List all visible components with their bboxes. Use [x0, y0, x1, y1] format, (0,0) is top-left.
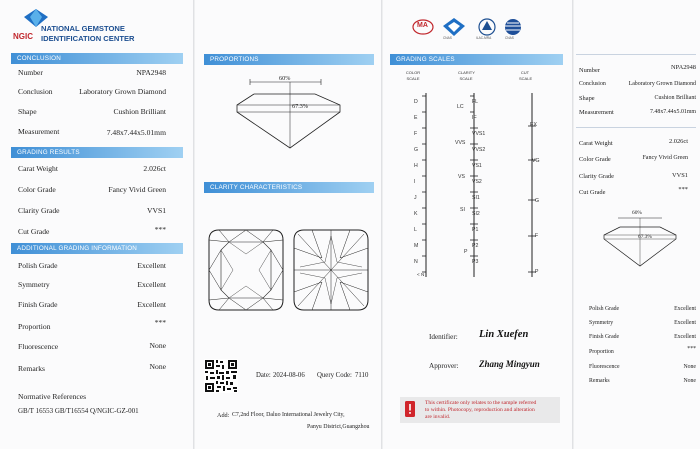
approver-signature: Zhang Mingyun: [479, 359, 540, 369]
value-polish: Excellent: [137, 261, 166, 270]
card-label-fluorescence: Fluorescence: [589, 364, 620, 370]
label-color: Color Grade: [18, 185, 56, 194]
logo-text: NGIC: [13, 32, 33, 41]
card-label-conclusion: Conclusion: [579, 81, 606, 87]
card-label-symmetry: Symmetry: [589, 320, 614, 326]
clarity-grade-p1: P1: [472, 227, 479, 233]
card-value-symmetry: Excellent: [674, 320, 696, 326]
panel-summary: [0, 0, 193, 449]
clarity-grade-si2: SI2: [472, 211, 480, 217]
color-grade-e: E: [414, 115, 418, 121]
value-shape: Cushion Brilliant: [113, 107, 166, 116]
color-grade-below-n: < N: [417, 272, 425, 277]
card-value-color: Fancy Vivid Green: [642, 155, 688, 161]
color-scale-title: COLOR SCALE: [405, 70, 421, 81]
card-value-fluorescence: None: [683, 364, 696, 370]
card-value-remarks: None: [683, 378, 696, 384]
proportions-diagram: [195, 0, 381, 180]
color-grade-d: D: [414, 99, 418, 105]
label-polish: Polish Grade: [18, 261, 58, 270]
proportion-table-pct: 60%: [279, 75, 291, 82]
proportions-header: PROPORTIONS: [204, 54, 374, 65]
panel-card-copy: [574, 0, 700, 449]
value-color: Fancy Vivid Green: [108, 185, 166, 194]
cut-grade-ex: EX: [530, 122, 537, 128]
ilac-mark-caption: ILAC-MRA: [476, 36, 492, 40]
grading-results-header: GRADING RESULTS: [11, 147, 183, 158]
card-label-remarks: Remarks: [589, 378, 610, 384]
brand-name-line1: NATIONAL GEMSTONE: [41, 24, 125, 33]
panel-diagrams: [195, 0, 381, 449]
clarity-grade-vs1: VS1: [472, 163, 482, 169]
query-code-value: 7110: [355, 372, 369, 379]
qr-code: [204, 359, 238, 393]
color-grade-m: M: [414, 243, 419, 249]
label-conclusion: Conclusion: [18, 87, 53, 96]
notice-line2: to within. Photocopy, reproduction and alteration: [425, 407, 535, 413]
clarity-plot-crown-view: [207, 228, 285, 312]
value-measurement: 7.48x7.44x5.01mm: [106, 128, 166, 137]
color-grade-g: G: [414, 147, 419, 153]
card-depth-pct: 67.3%: [638, 234, 652, 240]
card-value-shape: Cushion Brilliant: [654, 95, 696, 101]
label-number: Number: [18, 68, 43, 77]
cma-mark-text: MA: [417, 22, 428, 29]
proportion-depth-pct: 67.3%: [292, 103, 308, 110]
clarity-grade-vs2: VS2: [472, 179, 482, 185]
cut-scale-title: CUT SCALE: [519, 70, 533, 81]
card-label-finish: Finish Grade: [589, 334, 620, 340]
label-remarks: Remarks: [18, 364, 45, 373]
card-label-polish: Polish Grade: [589, 306, 620, 312]
notice-line3: are invalid.: [425, 414, 451, 420]
card-value-number: NPA2948: [671, 64, 696, 71]
label-fluorescence: Fluorescence: [18, 342, 59, 351]
clarity-group-vvs: VVS: [455, 140, 466, 146]
panel-grading-scales: [383, 0, 572, 449]
address-line1: C7,2nd Floor, Daluo International Jewelry City,: [232, 412, 345, 418]
card-label-proportion: Proportion: [589, 349, 614, 355]
card-value-polish: Excellent: [674, 306, 696, 312]
value-clarity: VVS1: [147, 206, 166, 215]
card-label-color: Color Grade: [579, 156, 611, 163]
approver-label: Approver:: [429, 362, 459, 370]
clarity-grade-if: IF: [472, 115, 477, 121]
clarity-grade-vvs2: VVS2: [472, 147, 486, 153]
card-label-number: Number: [579, 67, 600, 74]
identifier-label: Identifier:: [429, 333, 458, 341]
clarity-grade-si1: SI1: [472, 195, 480, 201]
cut-grade-f: F: [535, 233, 539, 239]
additional-info-header: ADDITIONAL GRADING INFORMATION: [11, 243, 183, 254]
notice-warning-icon: [405, 401, 415, 417]
card-value-conclusion: Laboratory Grown Diamond: [628, 81, 696, 87]
card-label-shape: Shape: [579, 95, 595, 102]
card-table-pct: 60%: [632, 210, 642, 216]
color-grade-i: I: [414, 179, 416, 185]
cnas-globe-mark-caption: CNAS: [505, 36, 514, 40]
card-value-finish: Excellent: [674, 334, 696, 340]
label-symmetry: Symmetry: [18, 280, 50, 289]
color-grade-n: N: [414, 259, 418, 265]
cnas-mark-caption: CNAS: [443, 36, 452, 40]
card-value-cut: ***: [678, 186, 688, 193]
clarity-grade-p2: P2: [472, 243, 479, 249]
clarity-grade-p3: P3: [472, 259, 479, 265]
normative-title: Normative References: [18, 392, 87, 401]
color-grade-l: L: [414, 227, 417, 233]
card-label-cut: Cut Grade: [579, 189, 606, 196]
normative-refs: GB/T 16553 GB/T16554 Q/NGIC-GZ-001: [18, 407, 139, 415]
label-clarity: Clarity Grade: [18, 206, 60, 215]
color-grade-k: K: [414, 211, 418, 217]
value-proportion: ***: [154, 318, 166, 327]
color-grade-j: J: [414, 195, 417, 201]
clarity-characteristics-header: CLARITY CHARACTERISTICS: [204, 182, 374, 193]
value-fluorescence: None: [149, 341, 166, 350]
notice-line1: This certificate only relates to the sample referred: [425, 400, 537, 406]
value-remarks: None: [149, 362, 166, 371]
cut-grade-vg: VG: [532, 158, 540, 164]
value-conclusion: Laboratory Grown Diamond: [79, 87, 166, 96]
conclusion-header: CONCLUSION: [11, 53, 183, 64]
card-value-measurement: 7.48x7.44x5.01mm: [650, 109, 696, 115]
card-proportions-diagram: [574, 0, 700, 300]
clarity-grade-fl: FL: [472, 99, 479, 105]
label-shape: Shape: [18, 107, 37, 116]
clarity-scale-title: CLARITY SCALE: [458, 70, 475, 81]
card-label-measurement: Measurement: [579, 109, 614, 116]
address-line2: Panyu District,Guangzhou: [307, 424, 370, 430]
value-carat: 2.026ct: [143, 164, 166, 173]
label-measurement: Measurement: [18, 127, 60, 136]
brand-name-line2: IDENTIFICATION CENTER: [41, 34, 135, 43]
color-grade-f: F: [414, 131, 418, 137]
grading-scales-header: GRADING SCALES: [390, 54, 563, 65]
cut-grade-p: P: [535, 269, 539, 275]
label-finish: Finish Grade: [18, 300, 58, 309]
date-label: Date:: [256, 372, 271, 379]
date-value: 2024-08-06: [273, 372, 305, 379]
clarity-group-lc: LC: [457, 104, 464, 110]
value-finish: Excellent: [137, 300, 166, 309]
value-number: NPA2948: [136, 68, 166, 77]
color-grade-h: H: [414, 163, 418, 169]
card-value-carat: 2.026ct: [669, 138, 688, 145]
card-label-carat: Carat Weight: [579, 140, 613, 147]
clarity-group-vs: VS: [458, 174, 465, 180]
label-carat: Carat Weight: [18, 164, 58, 173]
clarity-group-si: SI: [460, 207, 465, 213]
clarity-grade-vvs1: VVS1: [472, 131, 486, 137]
card-value-proportion: ***: [687, 346, 696, 352]
query-code-label: Query Code:: [317, 372, 352, 379]
card-value-clarity: VVS1: [672, 172, 688, 179]
label-cut: Cut Grade: [18, 227, 50, 236]
card-label-clarity: Clarity Grade: [579, 173, 614, 180]
label-proportion: Proportion: [18, 322, 51, 331]
clarity-group-p: P: [464, 249, 468, 255]
cut-grade-g: G: [535, 198, 540, 204]
identifier-signature: Lin Xuefen: [479, 329, 529, 340]
clarity-plot-pavilion-view: [292, 228, 370, 312]
value-symmetry: Excellent: [137, 280, 166, 289]
address-label: Add:: [217, 412, 230, 419]
value-cut: ***: [154, 225, 166, 234]
